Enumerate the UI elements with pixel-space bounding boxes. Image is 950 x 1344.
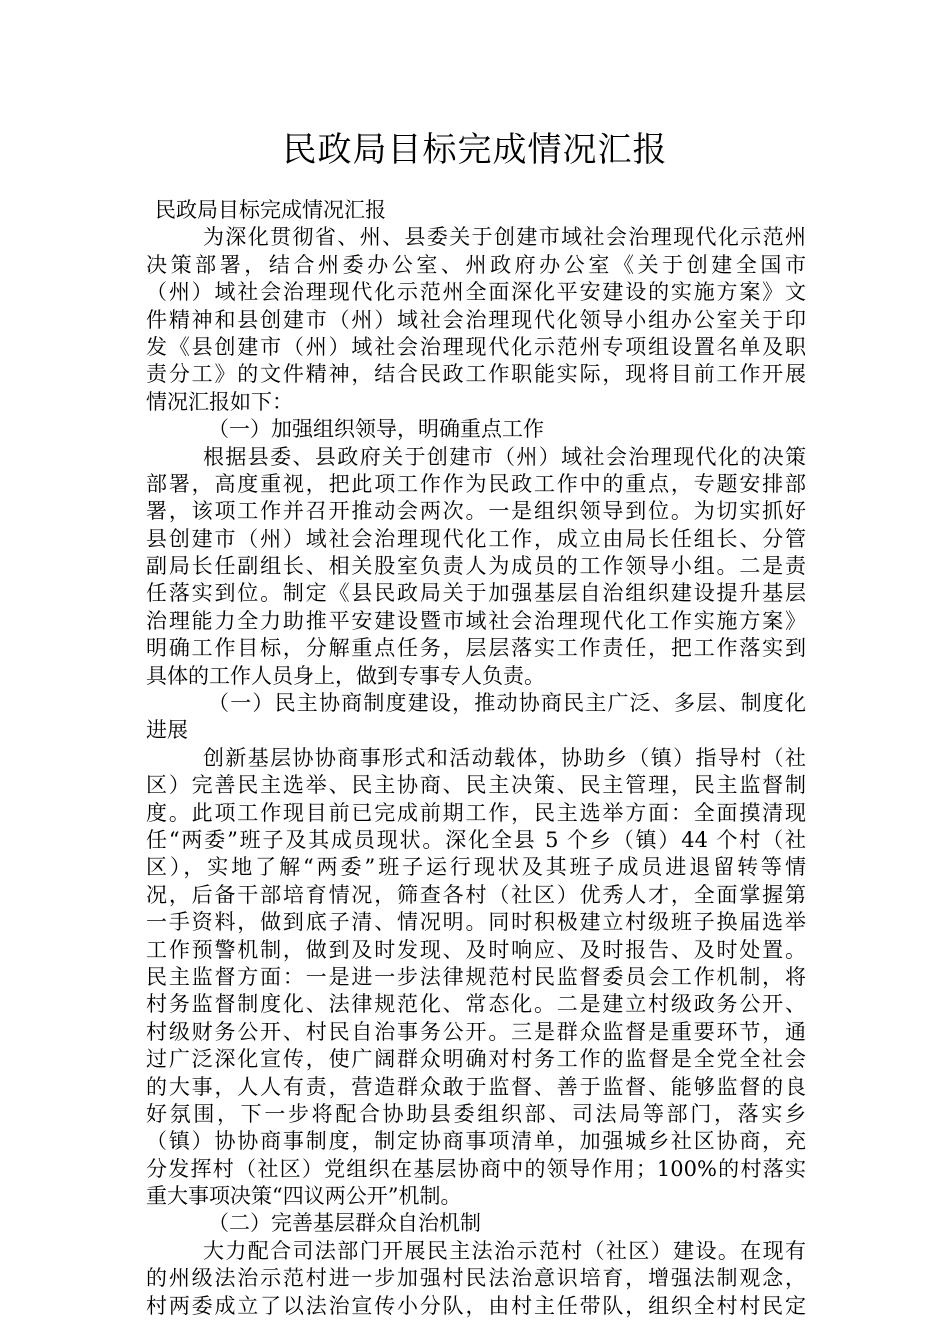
text-line: （二）完善基层群众自治机制 [208,1211,481,1236]
text-line: 明确工作目标，分解重点任务，层层落实工作责任，把工作落实到 [146,636,806,661]
text-line: 县创建市（州）域社会治理现代化工作，成立由局长任组长、分管 [146,526,806,551]
text-line: 村级财务公开、村民自治事务公开。三是群众监督是重要环节，通 [146,1019,806,1044]
text-line: 任“两委”班子及其成员现状。深化全县 5 个乡（镇）44 个村（社 [146,827,806,852]
text-line: 情况汇报如下： [146,389,293,414]
text-line: 的大事，人人有责，营造群众敢于监督、善于监督、能够监督的良 [146,1074,806,1099]
text-line: （一）加强组织领导，明确重点工作 [208,417,544,442]
text-line: 区），实地了解“两委”班子运行现状及其班子成员进退留转等情 [146,855,806,880]
text-line: 创新基层协协商事形式和活动载体，协助乡（镇）指导村（社 [203,745,806,770]
text-line: 进展 [146,718,188,743]
text-line: 件精神和县创建市（州）域社会治理现代化领导小组办公室关于印 [146,307,806,332]
text-line: 民主监督方面：一是进一步法律规范村民监督委员会工作机制，将 [146,964,806,989]
text-line: 度。此项工作现目前已完成前期工作，民主选举方面：全面摸清现 [146,800,806,825]
text-line: 过广泛深化宣传，使广阔群众明确对村务工作的监督是全党全社会 [146,1047,806,1072]
text-line: 发《县创建市（州）域社会治理现代化示范州专项组设置名单及职 [146,334,806,359]
text-line: 的州级法治示范村进一步加强村民法治意识培育，增强法制观念， [146,1266,806,1291]
text-line: 一手资料，做到底子清、情况明。同时积极建立村级班子换届选举 [146,910,806,935]
text-line: 任落实到位。制定《县民政局关于加强基层自治组织建设提升基层 [146,581,806,606]
text-line: 署，该项工作并召开推动会两次。一是组织领导到位。为切实抓好 [146,499,806,524]
document-body [146,197,806,1320]
text-line: 大力配合司法部门开展民主法治示范村（社区）建设。在现有 [203,1238,806,1263]
text-line: 村两委成立了以法治宣传小分队，由村主任带队，组织全村村民定 [146,1293,806,1318]
text-line: 部署，高度重视，把此项工作作为民政工作中的重点，专题安排部 [146,471,806,496]
text-line: 治理能力全力助推平安建设暨市域社会治理现代化工作实施方案》 [146,608,806,633]
text-line: 决策部署，结合州委办公室、州政府办公室《关于创建全国市 [146,252,806,277]
text-line: （镇）协协商事制度，制定协商事项清单，加强城乡社区协商，充 [146,1129,806,1154]
text-line: 村务监督制度化、法律规范化、常态化。二是建立村级政务公开、 [146,992,806,1017]
text-line: 责分工》的文件精神，结合民政工作职能实际，现将目前工作开展 [146,362,806,387]
text-line: 分发挥村（社区）党组织在基层协商中的领导作用；100%的村落实 [146,1156,806,1181]
text-line: 民政局目标完成情况汇报 [155,198,386,222]
text-line: 重大事项决策“四议两公开”机制。 [146,1184,462,1209]
text-line: 工作预警机制，做到及时发现、及时响应、及时报告、及时处置。 [146,937,806,962]
text-line: 为深化贯彻省、州、县委关于创建市域社会治理现代化示范州 [203,225,806,250]
text-line: （州）域社会治理现代化示范州全面深化平安建设的实施方案》文 [146,280,806,305]
text-line: 区）完善民主选举、民主协商、民主决策、民主管理，民主监督制 [146,773,806,798]
text-line: 况，后备干部培育情况，筛查各村（社区）优秀人才，全面掌握第 [146,882,806,907]
text-line: 根据县委、县政府关于创建市（州）域社会治理现代化的决策 [203,444,806,469]
text-line: 具体的工作人员身上，做到专事专人负责。 [146,663,545,688]
text-line: 好氛围，下一步将配合协助县委组织部、司法局等部门，落实乡 [146,1101,806,1126]
text-line: 副局长任副组长、相关股室负责人为成员的工作领导小组。二是责 [146,554,806,579]
text-line: （一）民主协商制度建设，推动协商民主广泛、多层、制度化 [208,691,806,716]
document-title: 民政局目标完成情况汇报 [282,130,668,170]
